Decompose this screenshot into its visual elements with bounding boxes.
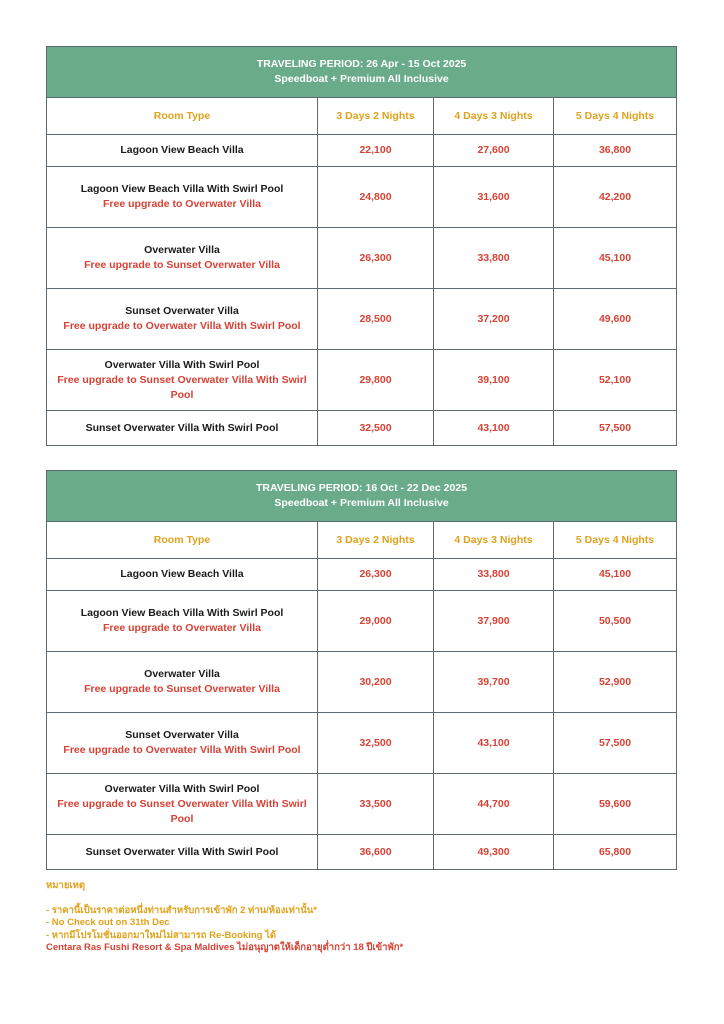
price-cell: 59,600	[554, 774, 677, 835]
price-table-period-1	[46, 46, 677, 446]
price-cell: 26,300	[318, 559, 434, 591]
period-subtitle: Speedboat + Premium All Inclusive	[274, 73, 449, 85]
price-cell: 43,100	[434, 713, 554, 774]
table-row	[47, 652, 677, 713]
note-line: - No Check out on 31th Dec	[46, 917, 170, 928]
price-cell: 57,500	[554, 411, 677, 446]
price-cell: 33,800	[434, 228, 554, 289]
room-name: Overwater Villa	[144, 244, 220, 256]
table-row	[47, 289, 677, 350]
price-cell: 52,100	[554, 350, 677, 411]
upgrade-note: Free upgrade to Sunset Overwater Villa With Swirl Pool	[57, 797, 307, 825]
note-final: Centara Ras Fushi Resort & Spa Maldives ไม่อนุญาตให้เด็กอายุต่ำกว่า 18 ปีเข้าพัก*	[46, 942, 404, 953]
notes-title: หมายเหตุ	[46, 880, 86, 891]
price-cell: 44,700	[434, 774, 554, 835]
table-row	[47, 228, 677, 289]
room-type-cell	[47, 774, 318, 835]
note-line: - ราคานี้เป็นราคาต่อหนึ่งท่านสำหรับการเข้าพัก 2 ท่าน/ห้องเท่านั้น*	[46, 904, 317, 916]
price-cell: 30,200	[318, 652, 434, 713]
room-type-cell	[47, 713, 318, 774]
room-type-cell	[47, 652, 318, 713]
period-title: TRAVELING PERIOD: 16 Oct - 22 Dec 2025	[256, 482, 468, 494]
table-row	[47, 591, 677, 652]
room-name: Sunset Overwater Villa With Swirl Pool	[85, 845, 279, 858]
price-cell: 26,300	[318, 228, 434, 289]
col-header-5d4n: 5 Days 4 Nights	[554, 98, 677, 135]
period-subtitle: Speedboat + Premium All Inclusive	[274, 497, 449, 509]
room-type-cell	[47, 135, 318, 167]
price-cell: 36,600	[318, 835, 434, 870]
room-name: Overwater Villa With Swirl Pool	[104, 358, 260, 371]
price-cell: 32,500	[318, 411, 434, 446]
price-cell: 39,700	[434, 652, 554, 713]
price-cell: 49,300	[434, 835, 554, 870]
room-name: Lagoon View Beach Villa	[120, 568, 244, 580]
room-type-cell	[47, 228, 318, 289]
table-row	[47, 713, 677, 774]
price-cell: 29,000	[318, 591, 434, 652]
room-type-cell	[47, 411, 318, 446]
price-cell: 28,500	[318, 289, 434, 350]
price-cell: 33,800	[434, 559, 554, 591]
col-header-room-type: Room Type	[47, 522, 318, 559]
room-name: Sunset Overwater Villa	[125, 729, 239, 741]
room-name: Lagoon View Beach Villa With Swirl Pool	[80, 183, 284, 195]
upgrade-note: Free upgrade to Sunset Overwater Villa	[84, 259, 280, 271]
table-row	[47, 350, 677, 411]
table-row	[47, 135, 677, 167]
upgrade-note: Free upgrade to Overwater Villa	[103, 198, 261, 210]
col-header-4d3n: 4 Days 3 Nights	[434, 522, 554, 559]
room-name: Sunset Overwater Villa With Swirl Pool	[85, 421, 279, 434]
room-name: Sunset Overwater Villa	[125, 305, 239, 317]
price-cell: 45,100	[554, 228, 677, 289]
price-cell: 22,100	[318, 135, 434, 167]
upgrade-note: Free upgrade to Overwater Villa With Swirl Pool	[63, 744, 301, 756]
price-cell: 52,900	[554, 652, 677, 713]
price-cell: 29,800	[318, 350, 434, 411]
room-type-cell	[47, 167, 318, 228]
room-type-cell	[47, 289, 318, 350]
col-header-4d3n: 4 Days 3 Nights	[434, 98, 554, 135]
price-cell: 37,900	[434, 591, 554, 652]
room-name: Overwater Villa	[144, 668, 220, 680]
price-cell: 31,600	[434, 167, 554, 228]
price-table-period-2	[46, 470, 677, 870]
room-type-cell	[47, 350, 318, 411]
col-header-5d4n: 5 Days 4 Nights	[554, 522, 677, 559]
upgrade-note: Free upgrade to Sunset Overwater Villa	[84, 683, 280, 695]
room-type-cell	[47, 559, 318, 591]
price-cell: 50,500	[554, 591, 677, 652]
table-row	[47, 835, 677, 870]
price-cell: 24,800	[318, 167, 434, 228]
price-cell: 49,600	[554, 289, 677, 350]
price-cell: 39,100	[434, 350, 554, 411]
price-cell: 42,200	[554, 167, 677, 228]
price-cell: 57,500	[554, 713, 677, 774]
upgrade-note: Free upgrade to Sunset Overwater Villa With Swirl Pool	[57, 373, 307, 401]
price-cell: 32,500	[318, 713, 434, 774]
table-row	[47, 411, 677, 446]
table-row	[47, 774, 677, 835]
table-row	[47, 167, 677, 228]
room-type-cell	[47, 835, 318, 870]
price-cell: 43,100	[434, 411, 554, 446]
table-row	[47, 559, 677, 591]
price-cell: 65,800	[554, 835, 677, 870]
room-name: Overwater Villa With Swirl Pool	[104, 782, 260, 795]
table-header-period-2	[47, 471, 677, 522]
table-header-period-1	[47, 47, 677, 98]
col-header-room-type: Room Type	[47, 98, 318, 135]
room-type-cell	[47, 591, 318, 652]
price-cell: 36,800	[554, 135, 677, 167]
upgrade-note: Free upgrade to Overwater Villa With Swirl Pool	[63, 320, 301, 332]
price-cell: 27,600	[434, 135, 554, 167]
col-header-3d2n: 3 Days 2 Nights	[318, 98, 434, 135]
note-line: - หากมีโปรโมชั่นออกมาใหม่ไม่สามารถ Re-Booking ได้	[46, 929, 277, 941]
col-header-3d2n: 3 Days 2 Nights	[318, 522, 434, 559]
period-title: TRAVELING PERIOD: 26 Apr - 15 Oct 2025	[256, 58, 467, 70]
upgrade-note: Free upgrade to Overwater Villa	[103, 622, 261, 634]
room-name: Lagoon View Beach Villa With Swirl Pool	[80, 607, 284, 619]
room-name: Lagoon View Beach Villa	[120, 144, 244, 156]
price-cell: 45,100	[554, 559, 677, 591]
price-cell: 33,500	[318, 774, 434, 835]
notes-section	[46, 880, 686, 955]
price-cell: 37,200	[434, 289, 554, 350]
